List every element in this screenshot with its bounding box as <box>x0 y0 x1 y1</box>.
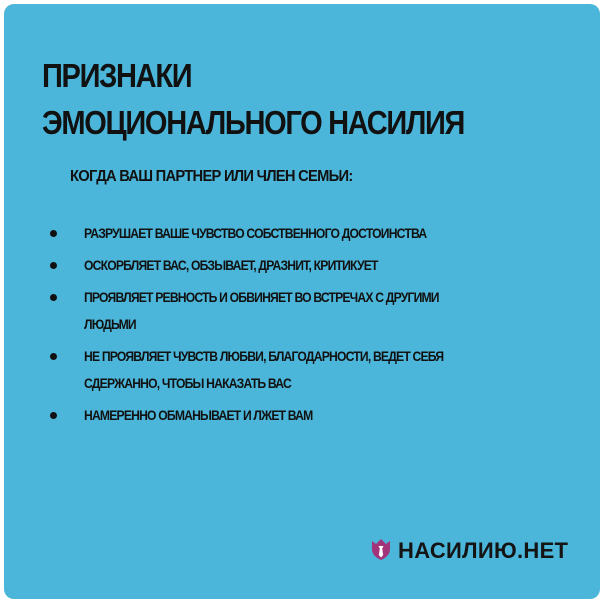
bullet-icon <box>50 294 57 301</box>
list-item <box>48 343 568 397</box>
bullet-icon <box>50 230 57 237</box>
list-item-text: ОСКОРБЛЯЕТ ВАС, ОБЗЫВАЕТ, ДРАЗНИТ, КРИТИКУЕТ <box>84 258 378 273</box>
bullet-icon <box>50 353 57 360</box>
list-item-text-line-1: ПРОЯВЛЯЕТ РЕВНОСТЬ И ОБВИНЯЕТ ВО ВСТРЕЧАХ С ДРУГИМИ <box>84 290 439 305</box>
list-item <box>48 402 568 429</box>
flower-tie-logo-icon <box>370 538 392 564</box>
list-item-text: РАЗРУШАЕТ ВАШЕ ЧУВСТВО СОБСТВЕННОГО ДОСТОИНСТВА <box>84 226 427 241</box>
list-item-text-line-2: ЛЮДЬМИ <box>84 317 136 332</box>
subtitle: КОГДА ВАШ ПАРТНЕР ИЛИ ЧЛЕН СЕМЬИ: <box>70 168 353 185</box>
page-title <box>42 52 464 146</box>
signs-list <box>48 220 568 429</box>
title-line-1: ПРИЗНАКИ <box>42 57 192 94</box>
info-card <box>4 4 600 599</box>
brand-footer <box>370 538 568 564</box>
list-item <box>48 220 568 247</box>
bullet-icon <box>50 262 57 269</box>
title-line-2: ЭМОЦИОНАЛЬНОГО НАСИЛИЯ <box>42 104 465 141</box>
list-item-text-line-2: СДЕРЖАННО, ЧТОБЫ НАКАЗАТЬ ВАС <box>84 376 291 391</box>
list-item <box>48 252 568 279</box>
list-item-text-line-1: НЕ ПРОЯВЛЯЕТ ЧУВСТВ ЛЮБВИ, БЛАГОДАРНОСТИ, ВЕДЕТ СЕБЯ <box>84 349 444 364</box>
list-item-text: НАМЕРЕННО ОБМАНЫВАЕТ И ЛЖЕТ ВАМ <box>84 408 313 423</box>
brand-name: НАСИЛИЮ.НЕТ <box>398 538 569 563</box>
list-item <box>48 284 568 338</box>
bullet-icon <box>50 412 57 419</box>
